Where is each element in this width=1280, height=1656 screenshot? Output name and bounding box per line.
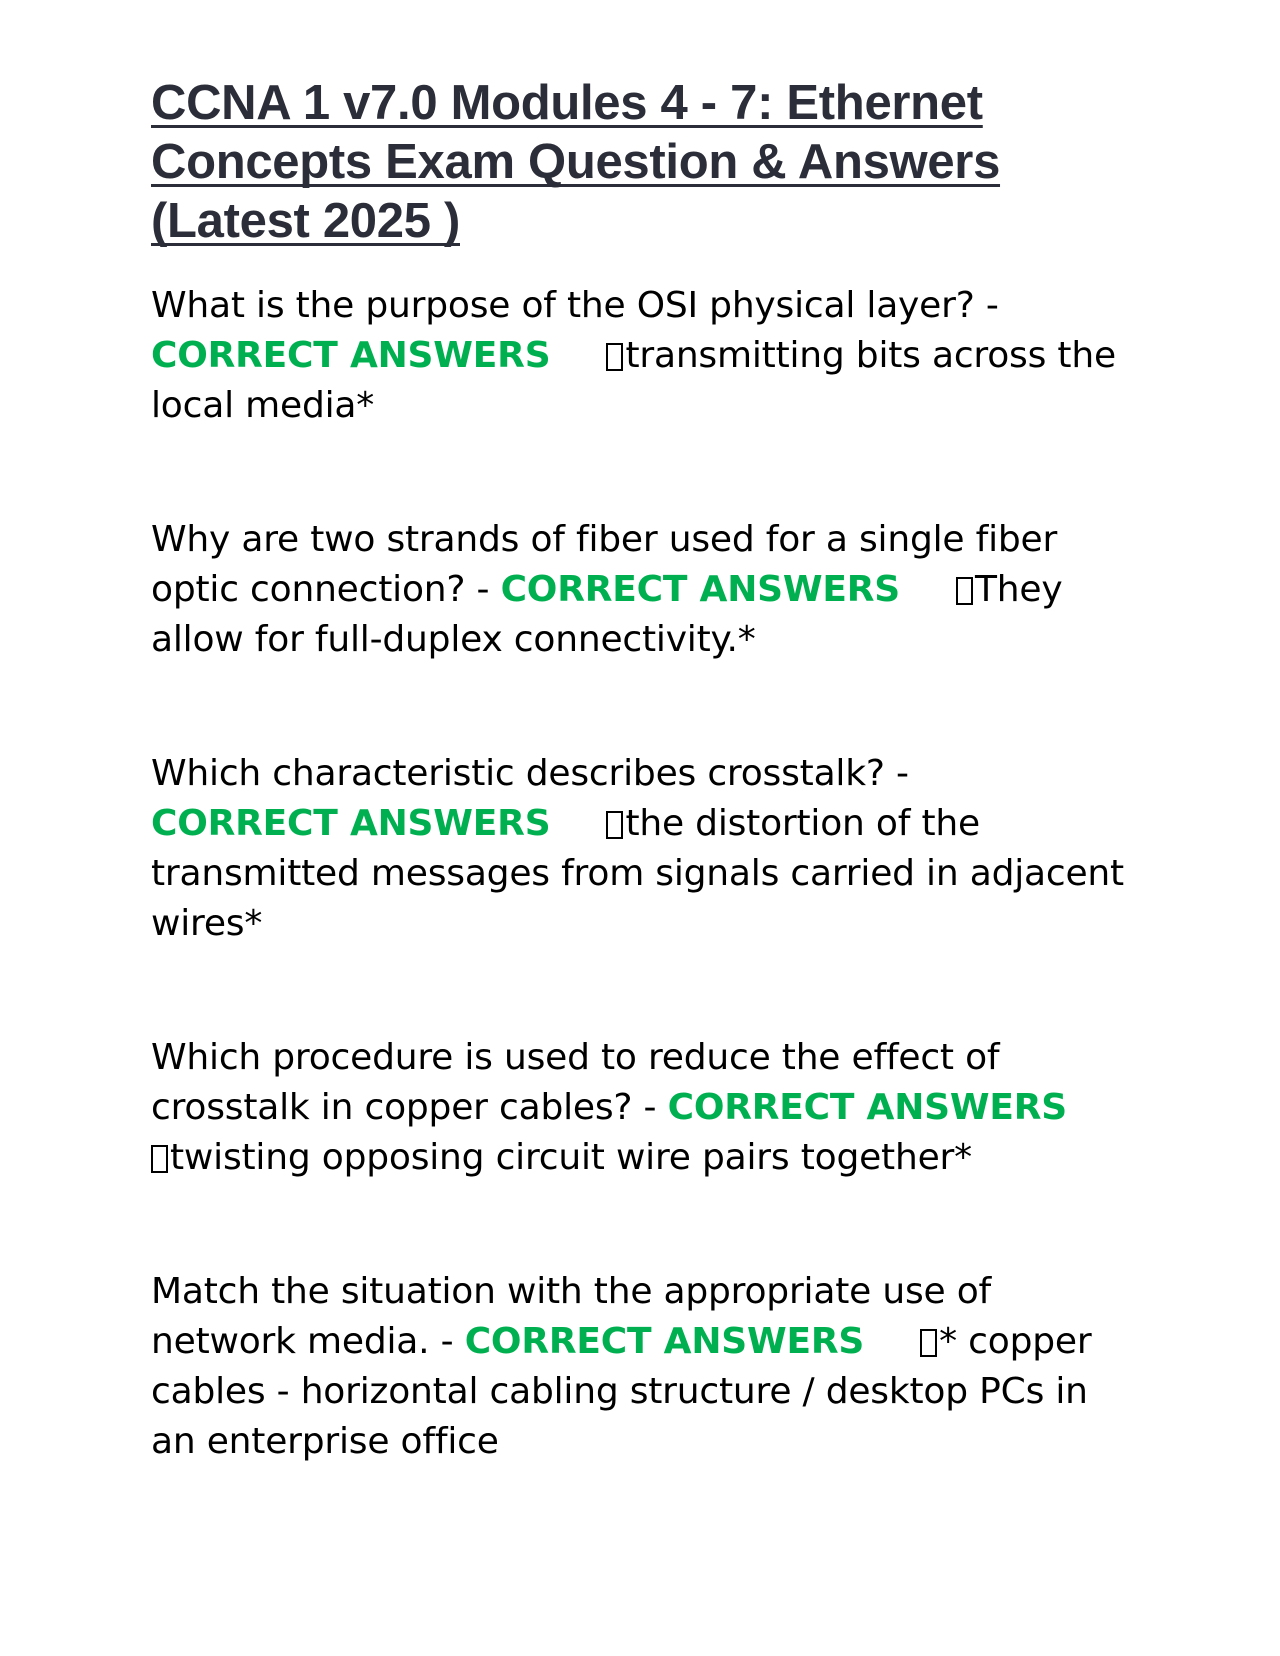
qa-item-5 bbox=[151, 1267, 1141, 1467]
missing-glyph-icon bbox=[606, 811, 623, 839]
qa-item-3 bbox=[151, 749, 1141, 949]
correct-answers-label: CORRECT ANSWERS bbox=[151, 335, 551, 376]
missing-glyph-icon bbox=[956, 577, 973, 605]
document-page bbox=[151, 74, 1141, 1551]
qa-item-4 bbox=[151, 1033, 1141, 1183]
document-title: CCNA 1 v7.0 Modules 4 - 7: Ethernet Concepts Exam Question & Answers (Latest 2025 ) bbox=[151, 76, 1001, 248]
answer-text: transmitting bits across the local media* bbox=[151, 335, 1116, 426]
qa-item-1 bbox=[151, 281, 1141, 431]
answer-text: They allow for full-duplex connectivity.* bbox=[151, 569, 1063, 660]
question-text: Why are two strands of fiber used for a single fiber optic connection? - bbox=[151, 519, 1058, 610]
correct-answers-label: CORRECT ANSWERS bbox=[151, 803, 551, 844]
qa-item-2 bbox=[151, 515, 1141, 665]
correct-answers-label: CORRECT ANSWERS bbox=[667, 1087, 1068, 1128]
answer-text: the distortion of the transmitted messages from signals carried in adjacent wires* bbox=[151, 803, 1124, 944]
question-text: Which characteristic describes crosstalk? - bbox=[151, 753, 909, 794]
answer-text: * copper cables - horizontal cabling structure / desktop PCs in an enterprise office bbox=[151, 1321, 1092, 1462]
correct-answers-label: CORRECT ANSWERS bbox=[500, 569, 901, 610]
missing-glyph-icon bbox=[920, 1329, 937, 1357]
answer-text: twisting opposing circuit wire pairs together* bbox=[170, 1137, 972, 1178]
correct-answers-label: CORRECT ANSWERS bbox=[464, 1321, 865, 1362]
qa-list bbox=[151, 281, 1141, 1467]
question-text: Match the situation with the appropriate use of network media. - bbox=[151, 1271, 991, 1362]
question-text: What is the purpose of the OSI physical layer? - bbox=[151, 285, 999, 326]
question-text: Which procedure is used to reduce the effect of crosstalk in copper cables? - bbox=[151, 1037, 1000, 1128]
missing-glyph-icon bbox=[151, 1145, 168, 1173]
missing-glyph-icon bbox=[606, 343, 623, 371]
